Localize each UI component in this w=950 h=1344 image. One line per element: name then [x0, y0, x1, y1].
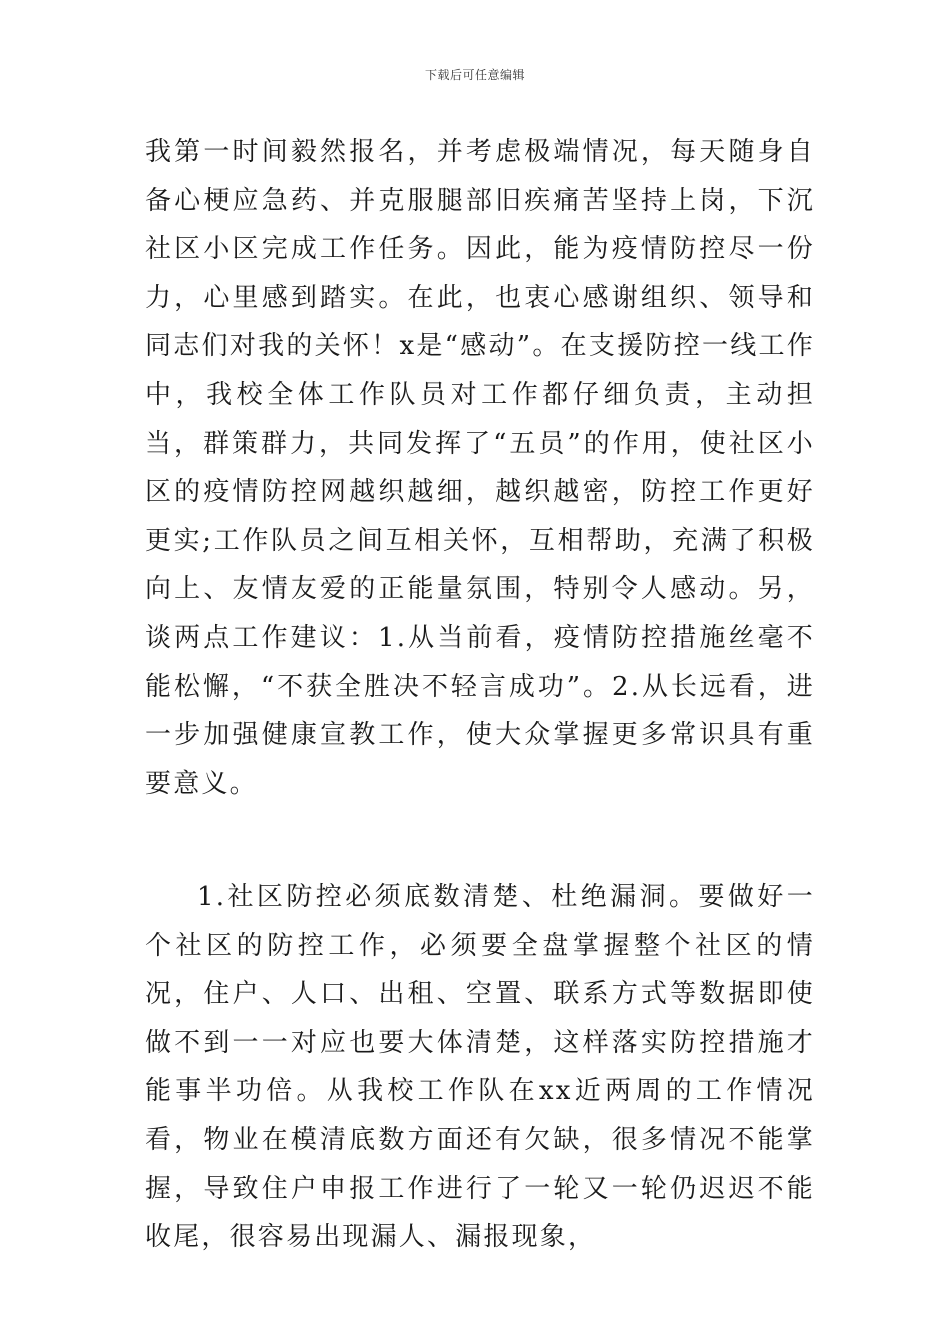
page-header: 下载后可任意编辑	[424, 68, 525, 82]
body-paragraph-2: 1.社区防控必须底数清楚、杜绝漏洞。要做好一个社区的防控工作，必须要全盘掌握整个社区的情况，住户、人口、出租、空置、联系方式等数据即使做不到一一对应也要大体清楚，这样落实防控措施才能事半功倍。从我校工作队在xx近两周的工作情况看，物业在模清底数方面还有欠缺，很多情况不能掌握，导致住户申报工作进行了一轮又一轮仍迟迟不能收尾，很容易出现漏人、漏报现象，	[145, 882, 815, 1253]
body-paragraph-1: 我第一时间毅然报名，并考虑极端情况，每天随身自备心梗应急药、并克服腿部旧疾痛苦坚持上岗，下沉社区小区完成工作任务。因此，能为疫情防控尽一份力，心里感到踏实。在此，也衷心感谢组织、领导和同志们对我的关怀！x是“感动”。在支援防控一线工作中，我校全体工作队员对工作都仔细负责，主动担当，群策群力，共同发挥了“五员”的作用，使社区小区的疫情防控网越织越细，越织越密，防控工作更好更实;工作队员之间互相关怀，互相帮助，充满了积极向上、友情友爱的正能量氛围，特别令人感动。另，谈两点工作建议：1.从当前看，疫情防控措施丝毫不能松懈，“不获全胜决不轻言成功”。2.从长远看，进一步加强健康宣教工作，使大众掌握更多常识具有重要意义。	[145, 137, 815, 799]
